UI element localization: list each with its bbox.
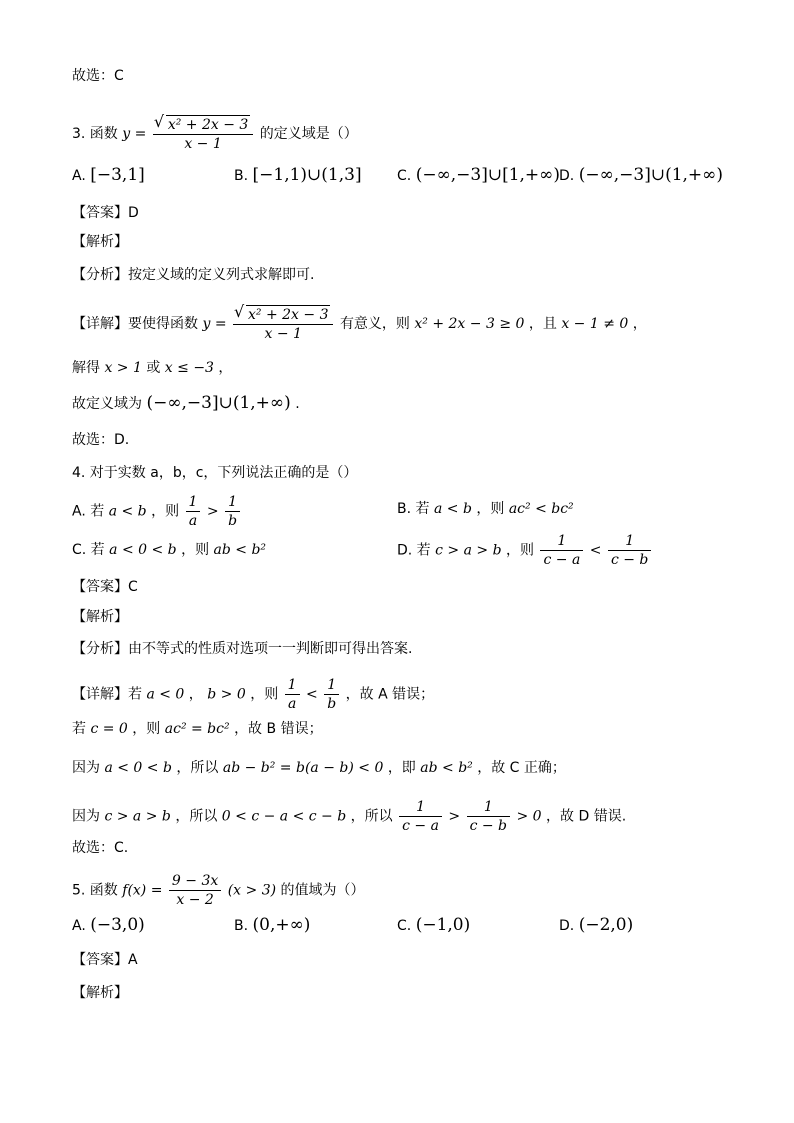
q3-option-c-label: C.	[397, 168, 412, 184]
document-page	[72, 0, 732, 1123]
q4-option-c-then: ，则	[181, 542, 210, 558]
q3-domain	[72, 393, 300, 414]
q4-option-b-label: B. 若	[397, 501, 430, 517]
q3-y: y =	[122, 126, 147, 142]
q4-x1-c1: a < 0	[146, 686, 185, 703]
q4-option-a-then: ，则	[151, 503, 180, 520]
q4-a-n2: 1	[225, 493, 240, 512]
q4-x1-frac1	[285, 676, 300, 713]
q4-x1-lt: <	[306, 686, 318, 703]
q4-option-a	[72, 493, 242, 530]
q3-xiangjie-text-d: ，	[632, 316, 647, 332]
q5-num: 9 − 3x	[169, 872, 221, 891]
q4-x2-res: ac² = bc²	[164, 721, 230, 737]
q3-xiangjie-text-b: 有意义，则	[339, 316, 410, 332]
q4-x3-res: ab − b² = b(a − b) < 0	[222, 760, 384, 776]
q3-option-d-value: (−∞,−3]∪(1,+∞)	[578, 165, 723, 185]
q4-x1-frac2	[324, 676, 339, 713]
q3-answer: 【答案】D	[72, 205, 139, 221]
q4-x4-res: 0 < c − a < c − b	[221, 808, 347, 825]
q4-x2-d: ，故 B 错误；	[234, 721, 323, 737]
q4-option-a-cond: a < b	[108, 503, 147, 520]
q4-x4-n2: 1	[467, 798, 510, 817]
q3-jiede-x2: x ≤ −3	[164, 360, 214, 376]
q4-x1-c2: b > 0	[207, 686, 246, 703]
q3-guxuan: 故选：D.	[72, 432, 130, 448]
q4-x1-d1: a	[287, 696, 297, 712]
q4-option-b-then: ，则	[476, 501, 505, 517]
q4-x4-n1: 1	[399, 798, 442, 817]
q3-domain-text: 故定义域为	[72, 396, 142, 412]
q3-xiangjie-numerator: x² + 2x − 3	[248, 307, 329, 323]
q3-option-a	[72, 165, 145, 186]
q4-x4-a: 因为	[72, 808, 100, 825]
q3-fraction	[153, 115, 253, 153]
q4-x1-a: 【详解】若	[72, 686, 142, 703]
q4-x4-d2: c − b	[469, 818, 508, 834]
q4-option-d-cond: c > a > b	[435, 542, 502, 559]
q5-cond: (x > 3)	[227, 882, 277, 899]
question-5-stem	[72, 872, 365, 909]
q3-numerator: x² + 2x − 3	[167, 117, 249, 133]
q5-den: x − 2	[176, 892, 214, 908]
q3-domain-period: .	[295, 396, 300, 412]
q4-x1-d2: b	[327, 696, 337, 712]
q5-option-a-label: A.	[72, 918, 86, 934]
q5-option-c-value: (−1,0)	[415, 915, 471, 935]
q4-option-b-result: ac² < bc²	[508, 501, 574, 517]
q3-option-a-label: A.	[72, 168, 86, 184]
q4-option-d-frac1	[540, 532, 583, 569]
q4-option-c	[72, 540, 266, 560]
q4-option-c-label: C. 若	[72, 542, 105, 558]
q5-option-b-value: (0,+∞)	[252, 915, 311, 935]
q4-x1-b: ，	[188, 686, 203, 703]
q4-option-c-result: ab < b²	[213, 542, 267, 558]
q4-x4-c2: ，所以	[350, 808, 393, 825]
q4-fenxi: 【分析】由不等式的性质对选项一一判断即可得出答案.	[72, 641, 413, 657]
q4-x4-tail: > 0	[516, 808, 542, 825]
q4-option-d-label: D. 若	[397, 542, 431, 559]
q4-option-a-gt: >	[206, 503, 219, 520]
q4-option-d-lt: <	[589, 542, 602, 559]
q5-suffix: 的值域为（）	[280, 882, 365, 899]
q5-option-c	[397, 915, 470, 936]
q3-option-d-label: D.	[559, 168, 575, 184]
q4-a-d1: a	[188, 513, 198, 529]
q5-option-d-value: (−2,0)	[578, 915, 634, 935]
q4-a-n1: 1	[186, 493, 201, 512]
answer-line-prev: 故选：C	[72, 68, 124, 84]
q4-option-c-cond: a < 0 < b	[109, 542, 177, 558]
q5-option-a-value: (−3,0)	[90, 915, 145, 935]
q4-d-n2: 1	[608, 532, 651, 551]
q5-option-b	[234, 915, 310, 936]
q3-jiede-a: 解得	[72, 360, 100, 376]
q4-x3-res2: ab < b²	[420, 760, 473, 776]
q3-option-a-value: [−3,1]	[90, 165, 145, 185]
q3-jiede-c: ，	[218, 360, 233, 376]
q5-option-d-label: D.	[559, 918, 575, 934]
q4-option-b-cond: a < b	[433, 501, 472, 517]
q5-f: f(x) =	[122, 882, 163, 899]
q4-x4-d: ，故 D 错误.	[546, 808, 627, 825]
q3-xiangjie-ineq2: x − 1 ≠ 0	[561, 316, 629, 332]
q4-x1-n1: 1	[285, 676, 300, 695]
q3-option-b	[234, 165, 362, 186]
q3-xiangjie-text-c: ，且	[528, 316, 557, 332]
q4-x4-d1: c − a	[402, 818, 439, 834]
q4-x1-c: ，则	[250, 686, 279, 703]
q4-guxuan: 故选：C.	[72, 840, 129, 856]
q3-xiangjie-ineq1: x² + 2x − 3 ≥ 0	[414, 316, 525, 332]
question-4-stem: 4. 对于实数 a，b，c，下列说法正确的是（）	[72, 465, 358, 481]
q4-x2-a: 若	[72, 721, 86, 737]
q4-x2-b: ，则	[132, 721, 161, 737]
question-3-stem	[72, 115, 358, 153]
q3-denominator: x − 1	[184, 136, 222, 152]
q4-x3-a: 因为	[72, 760, 100, 776]
q4-option-a-label: A. 若	[72, 503, 105, 520]
q4-x1-n2: 1	[324, 676, 339, 695]
q4-option-b	[397, 499, 574, 519]
q3-option-c	[397, 165, 560, 186]
q3-xiangjie-y: y =	[202, 316, 227, 332]
q3-jiexi: 【解析】	[72, 234, 128, 250]
q4-x2-c: c = 0	[90, 721, 128, 737]
q3-jiede-b: 或	[146, 360, 161, 376]
q4-option-d-frac2	[608, 532, 651, 569]
q4-x4-c: c > a > b	[104, 808, 171, 825]
q3-fenxi: 【分析】按定义域的定义列式求解即可.	[72, 267, 315, 283]
q4-d-d1: c − a	[543, 552, 581, 568]
q3-option-d	[559, 165, 723, 186]
q4-xiangjie-4	[72, 798, 626, 835]
q5-option-d	[559, 915, 633, 936]
q4-answer: 【答案】C	[72, 579, 138, 595]
q4-xiangjie-2	[72, 719, 323, 739]
q4-option-a-frac1	[186, 493, 201, 530]
q4-x3-d: ，故 C 正确；	[477, 760, 566, 776]
q3-xiangjie-denominator: x − 1	[264, 326, 302, 342]
q3-number: 3. 函数	[72, 126, 118, 142]
q3-xiangjie-text-a: 【详解】要使得函数	[72, 316, 198, 332]
q4-x4-frac1	[399, 798, 442, 835]
q4-d-n1: 1	[540, 532, 583, 551]
q4-xiangjie-3	[72, 758, 566, 778]
q4-x3-c2: ，即	[387, 760, 416, 776]
q4-x1-d: ，故 A 错误；	[345, 686, 435, 703]
q5-option-a	[72, 915, 145, 936]
q4-jiexi: 【解析】	[72, 609, 128, 625]
q4-x3-c: a < 0 < b	[104, 760, 172, 776]
q3-jiede	[72, 358, 232, 378]
q3-xiangjie-fraction	[233, 305, 333, 343]
q4-option-a-frac2	[225, 493, 240, 530]
q5-option-c-label: C.	[397, 918, 412, 934]
q4-x4-frac2	[467, 798, 510, 835]
q3-suffix: 的定义域是（）	[259, 126, 358, 142]
q5-option-b-label: B.	[234, 918, 249, 934]
q5-jiexi: 【解析】	[72, 985, 128, 1001]
q4-option-d	[397, 532, 653, 569]
q4-d-d2: c − b	[610, 552, 649, 568]
q3-option-b-value: [−1,1)∪(1,3]	[252, 165, 362, 185]
q4-option-d-then: ，则	[506, 542, 535, 559]
q3-xiangjie	[72, 305, 647, 343]
q5-fraction	[169, 872, 221, 909]
q5-answer: 【答案】A	[72, 952, 138, 968]
q5-number: 5. 函数	[72, 882, 118, 899]
q3-option-c-value: (−∞,−3]∪[1,+∞)	[415, 165, 560, 185]
q4-x4-b: ，所以	[175, 808, 218, 825]
q3-domain-value: (−∞,−3]∪(1,+∞)	[146, 393, 291, 413]
q4-x3-b: ，所以	[176, 760, 219, 776]
q4-a-d2: b	[228, 513, 238, 529]
q4-xiangjie-1	[72, 676, 434, 713]
q3-option-b-label: B.	[234, 168, 249, 184]
q4-x4-gt: >	[448, 808, 461, 825]
q3-jiede-x1: x > 1	[104, 360, 142, 376]
